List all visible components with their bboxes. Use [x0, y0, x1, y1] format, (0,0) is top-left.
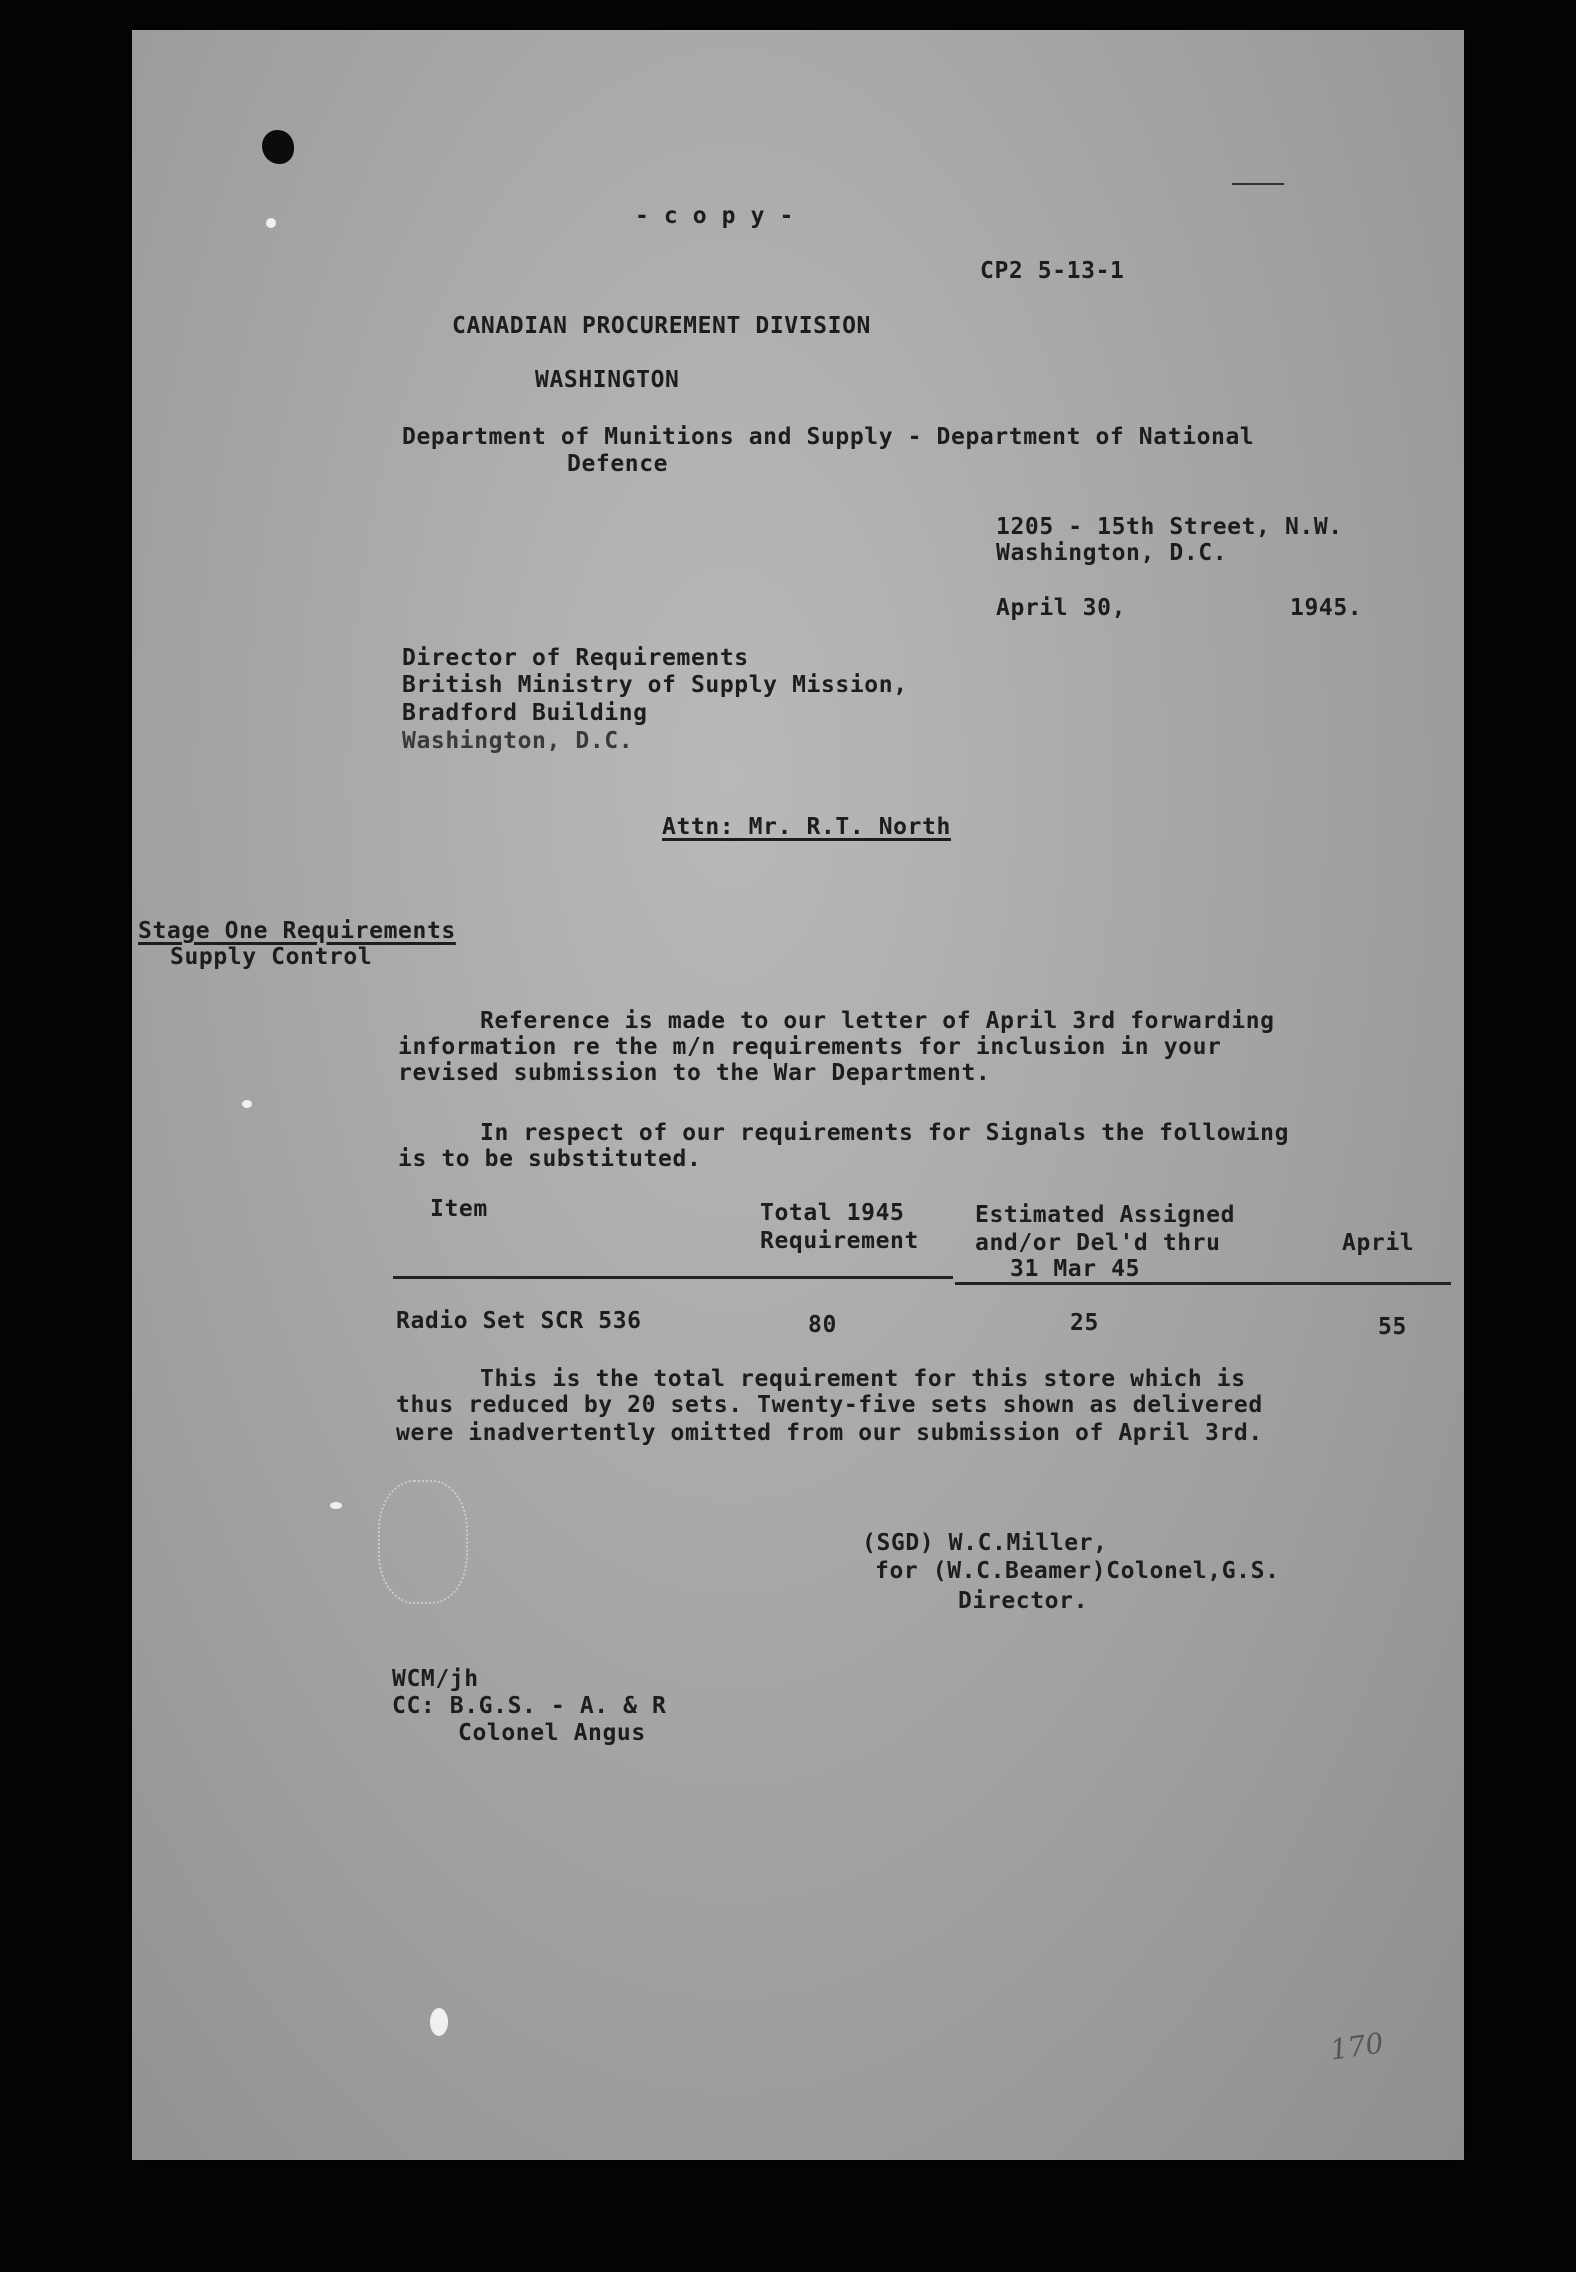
cc-line-1: CC: B.G.S. - A. & R [392, 1693, 667, 1719]
recipient-line-2: British Ministry of Supply Mission, [402, 672, 908, 698]
ink-blot [262, 130, 294, 164]
table-header-estimated-2: and/or Del'd thru [975, 1230, 1221, 1256]
table-row-item: Radio Set SCR 536 [396, 1308, 642, 1334]
subject-line-2: Supply Control [170, 944, 373, 970]
paragraph-1-line-2: information re the m/n requirements for inclusion in your [398, 1034, 1222, 1060]
document-page [132, 30, 1464, 2160]
paragraph-2-line-2: is to be substituted. [398, 1146, 702, 1172]
attention-line: Attn: Mr. R.T. North [662, 814, 951, 840]
department-line-2: Defence [567, 451, 669, 477]
table-header-total-2: Requirement [760, 1228, 919, 1254]
paragraph-3-line-1: This is the total requirement for this store which is [480, 1366, 1246, 1392]
letter-date: April 30, [996, 595, 1127, 621]
copy-mark: - c o p y - [635, 203, 794, 229]
letter-year: 1945. [1290, 595, 1363, 621]
signature-line-2: for (W.C.Beamer)Colonel,G.S. [875, 1558, 1280, 1584]
table-header-rule [393, 1276, 953, 1279]
recipient-line-4: Washington, D.C. [402, 728, 634, 754]
signature-line-1: (SGD) W.C.Miller, [862, 1530, 1108, 1556]
handwritten-page-number: 170 [1327, 2026, 1386, 2067]
table-row-total: 80 [808, 1312, 837, 1338]
paragraph-1-line-3: revised submission to the War Department. [398, 1060, 991, 1086]
cc-line-2: Colonel Angus [458, 1720, 646, 1746]
recipient-line-3: Bradford Building [402, 700, 648, 726]
sender-address-line-1: 1205 - 15th Street, N.W. [996, 514, 1343, 540]
typist-initials: WCM/jh [392, 1666, 479, 1692]
speck [266, 218, 276, 228]
table-header-item: Item [430, 1196, 488, 1222]
department-line-1: Department of Munitions and Supply - Department of National [402, 424, 1255, 450]
table-header-rule [955, 1282, 1451, 1285]
table-header-april: April [1342, 1230, 1415, 1256]
recipient-line-1: Director of Requirements [402, 645, 749, 671]
subject-line-1: Stage One Requirements [138, 918, 456, 944]
speck [330, 1502, 342, 1509]
speck [242, 1100, 252, 1108]
organization-city: WASHINGTON [535, 367, 680, 393]
paragraph-3-line-3: were inadvertently omitted from our submission of April 3rd. [396, 1420, 1263, 1446]
table-header-total-1: Total 1945 [760, 1200, 905, 1226]
table-header-estimated-1: Estimated Assigned [975, 1202, 1236, 1228]
speck [430, 2008, 448, 2036]
file-reference: CP2 5-13-1 [980, 258, 1125, 284]
organization-name: CANADIAN PROCUREMENT DIVISION [452, 313, 871, 339]
margin-mark [1232, 183, 1284, 185]
paragraph-1-line-1: Reference is made to our letter of April 3rd forwarding [480, 1008, 1275, 1034]
signature-line-3: Director. [958, 1588, 1089, 1614]
table-row-estimated: 25 [1070, 1310, 1099, 1336]
faded-stamp [378, 1480, 468, 1604]
paragraph-2-line-1: In respect of our requirements for Signals the following [480, 1120, 1290, 1146]
table-row-april: 55 [1378, 1314, 1407, 1340]
sender-address-line-2: Washington, D.C. [996, 540, 1228, 566]
table-header-estimated-3: 31 Mar 45 [1010, 1256, 1141, 1282]
paragraph-3-line-2: thus reduced by 20 sets. Twenty-five sets shown as delivered [396, 1392, 1263, 1418]
